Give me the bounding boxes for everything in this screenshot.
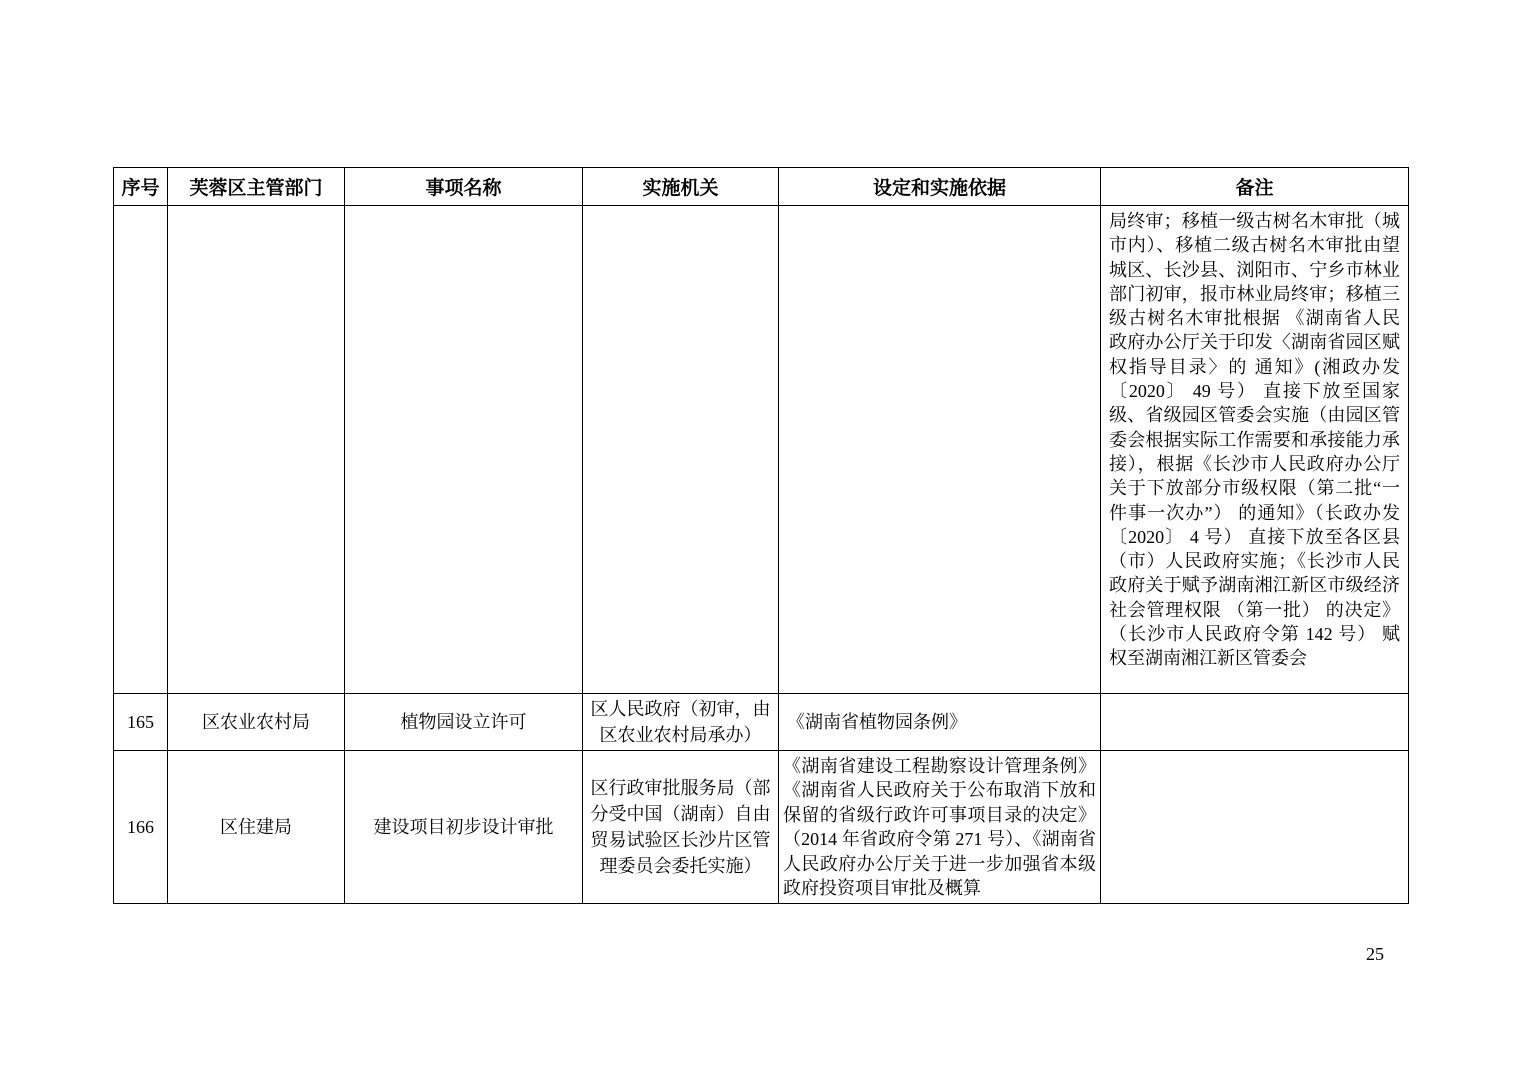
header-implementing-agency: 实施机关	[583, 168, 779, 206]
approval-items-table	[113, 167, 1409, 904]
cell-implementing-agency: 区行政审批服务局（部分受中国（湖南）自由贸易试验区长沙片区管理委员会委托实施）	[583, 751, 779, 904]
cell-serial-number: 165	[114, 694, 168, 751]
cell-implementing-agency: 区人民政府（初审，由区农业农村局承办）	[583, 694, 779, 751]
cell-item-name	[345, 206, 583, 694]
cell-serial-number: 166	[114, 751, 168, 904]
header-basis: 设定和实施依据	[779, 168, 1101, 206]
header-department: 芙蓉区主管部门	[168, 168, 345, 206]
cell-remarks	[1101, 751, 1409, 904]
cell-item-name: 建设项目初步设计审批	[345, 751, 583, 904]
header-serial-number: 序号	[114, 168, 168, 206]
cell-remarks	[1101, 694, 1409, 751]
table-row	[114, 694, 1409, 751]
table-header-row	[114, 168, 1409, 206]
table-row-continuation	[114, 206, 1409, 694]
cell-basis: 《湖南省植物园条例》	[779, 694, 1101, 751]
table-row	[114, 751, 1409, 904]
page-number: 25	[1366, 944, 1384, 964]
cell-implementing-agency	[583, 206, 779, 694]
cell-remarks: 局终审；移植一级古树名木审批（城市内）、移植二级古树名木审批由望城区、长沙县、浏阳市、宁乡市林业部门初审，报市林业局终审；移植三级古树名木审批根据 《湖南省人民政府办公厅关于印发〈湖南省园区赋权指导目录〉的 通知》(湘政办发 〔2020〕 49 号） 直接下放至国家级、省级园区管委会实施（由园区管委会根据实际工作需要和承接能力承接），根据《长沙市人民政府办公厅关于下放部分市级权限（第二批“一件事一次办”） 的通知》（长政办发 〔2020〕 4 号） 直接下放至各区县（市）人民政府实施；《长沙市人民政府关于赋予湖南湘江新区市级经济社会管理权限 （第一批） 的决定》（长沙市人民政府令第 142 号） 赋权至湖南湘江新区管委会	[1101, 206, 1409, 694]
header-remarks: 备注	[1101, 168, 1409, 206]
cell-department: 区住建局	[168, 751, 345, 904]
cell-department: 区农业农村局	[168, 694, 345, 751]
cell-department	[168, 206, 345, 694]
cell-item-name: 植物园设立许可	[345, 694, 583, 751]
cell-basis: 《湖南省建设工程勘察设计管理条例》《湖南省人民政府关于公布取消下放和保留的省级行政许可事项目录的决定》（2014 年省政府令第 271 号）、《湖南省人民政府办公厅关于进一步加强省本级政府投资项目审批及概算	[779, 751, 1101, 904]
cell-basis	[779, 206, 1101, 694]
cell-serial-number	[114, 206, 168, 694]
header-item-name: 事项名称	[345, 168, 583, 206]
